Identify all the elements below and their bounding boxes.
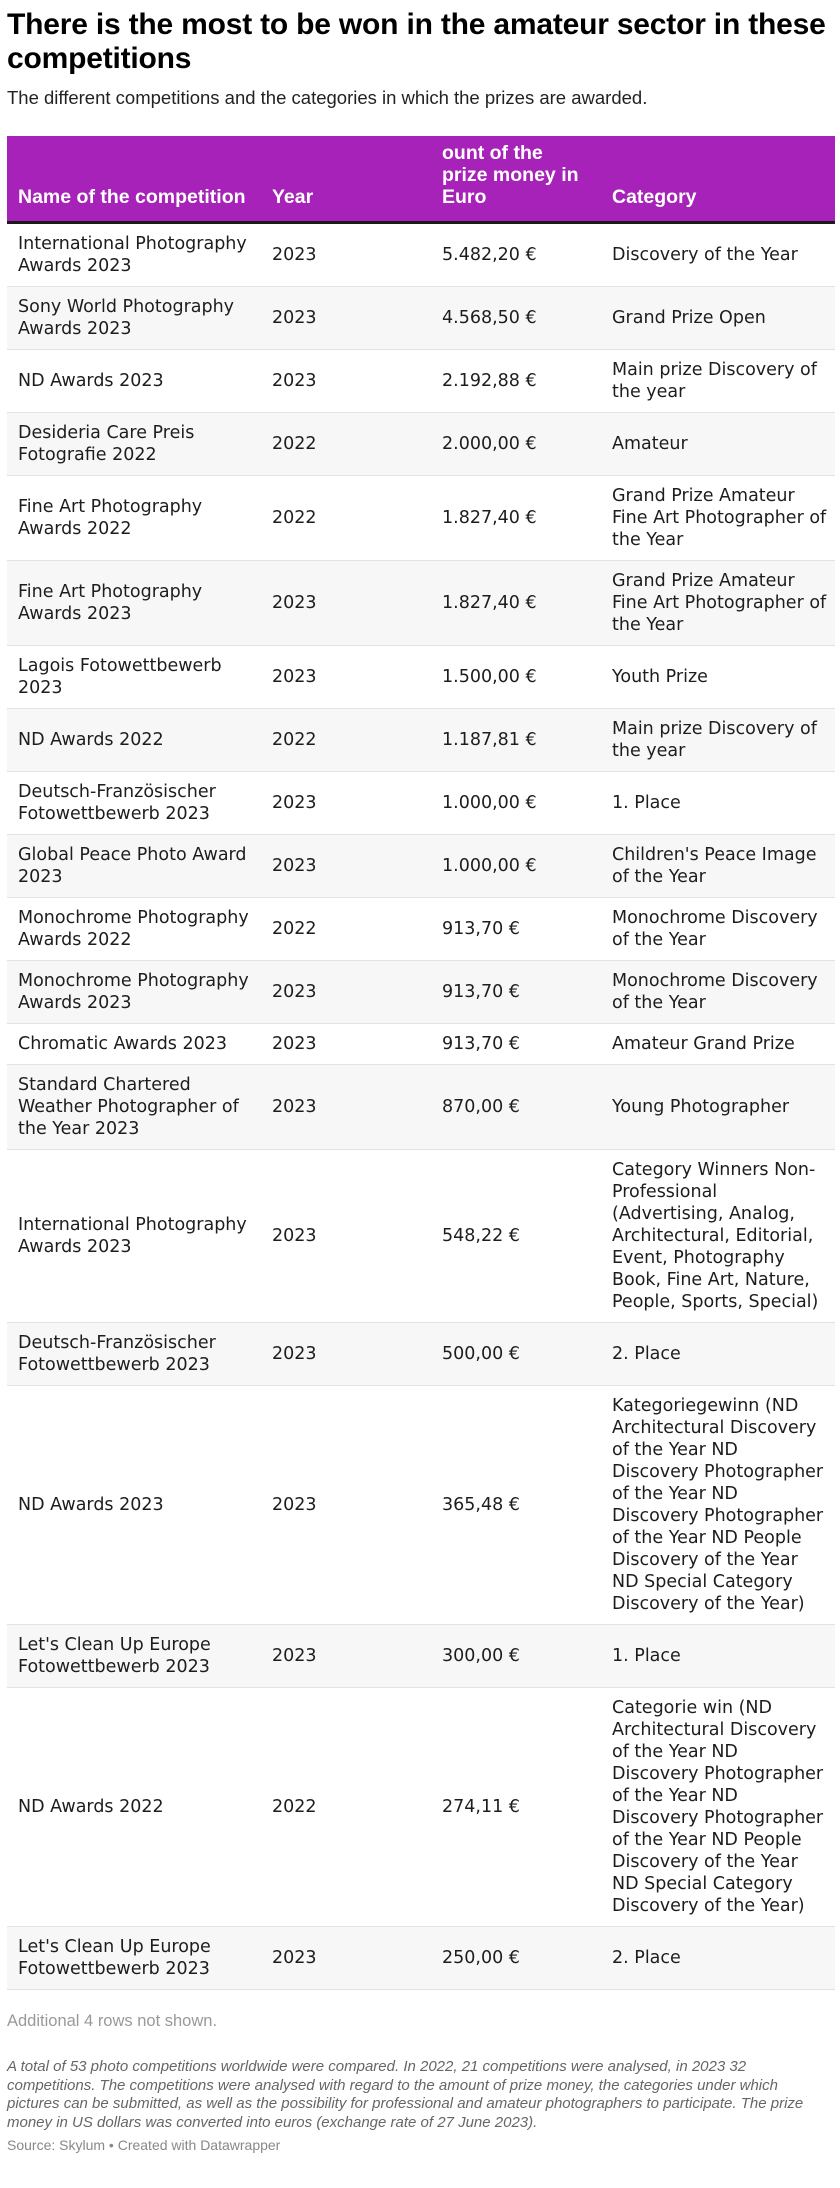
cell-prize-money: 1.500,00 €	[431, 646, 601, 709]
table-row	[7, 772, 835, 835]
table-row	[7, 1150, 835, 1323]
table-row	[7, 835, 835, 898]
source-credit: Source: Skylum • Created with Datawrapper	[7, 2137, 281, 2153]
chart-title: There is the most to be won in the amateur sector in these competitions	[7, 8, 826, 75]
cell-prize-money: 4.568,50 €	[431, 287, 601, 350]
table-row	[7, 1386, 835, 1625]
cell-competition-name: ND Awards 2023	[7, 350, 261, 413]
column-header-name[interactable]: Name of the competition	[7, 136, 261, 223]
cell-category: Grand Prize Amateur Fine Art Photographer of the Year	[601, 476, 835, 561]
cell-category: Grand Prize Amateur Fine Art Photographer of the Year	[601, 561, 835, 646]
cell-prize-money: 1.187,81 €	[431, 709, 601, 772]
cell-category: Young Photographer	[601, 1065, 835, 1150]
cell-year: 2023	[261, 772, 431, 835]
cell-category: Children's Peace Image of the Year	[601, 835, 835, 898]
table-row	[7, 1688, 835, 1927]
cell-prize-money: 500,00 €	[431, 1323, 601, 1386]
cell-year: 2023	[261, 1625, 431, 1688]
table-row	[7, 1323, 835, 1386]
table-row	[7, 561, 835, 646]
cell-prize-money: 913,70 €	[431, 898, 601, 961]
cell-prize-money: 250,00 €	[431, 1927, 601, 1990]
cell-prize-money: 913,70 €	[431, 1024, 601, 1065]
cell-competition-name: Desideria Care Preis Fotografie 2022	[7, 413, 261, 476]
cell-prize-money: 870,00 €	[431, 1065, 601, 1150]
cell-prize-money: 548,22 €	[431, 1150, 601, 1323]
cell-year: 2023	[261, 350, 431, 413]
cell-competition-name: Fine Art Photography Awards 2023	[7, 561, 261, 646]
table-row	[7, 1065, 835, 1150]
cell-category: 1. Place	[601, 1625, 835, 1688]
cell-year: 2023	[261, 961, 431, 1024]
cell-prize-money: 913,70 €	[431, 961, 601, 1024]
cell-category: Youth Prize	[601, 646, 835, 709]
column-header-year[interactable]: Year	[261, 136, 431, 223]
cell-year: 2023	[261, 223, 431, 287]
table-header	[7, 136, 835, 223]
cell-year: 2022	[261, 709, 431, 772]
table-row	[7, 1625, 835, 1688]
cell-prize-money: 1.000,00 €	[431, 835, 601, 898]
prize-table	[7, 136, 835, 1990]
column-header-prize-money[interactable]: ount of the prize money in Euro	[431, 136, 601, 223]
table-row	[7, 1927, 835, 1990]
cell-year: 2023	[261, 646, 431, 709]
cell-competition-name: Sony World Photography Awards 2023	[7, 287, 261, 350]
chart-subtitle: The different competitions and the categories in which the prizes are awarded.	[7, 87, 648, 108]
cell-category: 2. Place	[601, 1927, 835, 1990]
cell-year: 2022	[261, 1688, 431, 1927]
cell-competition-name: Global Peace Photo Award 2023	[7, 835, 261, 898]
header-row	[7, 136, 835, 223]
cell-category: Category Winners Non-Professional (Advertising, Analog, Architectural, Editorial, Event, Photography Book, Fine Art, Nature, People, Sports, Special)	[601, 1150, 835, 1323]
cell-prize-money: 1.000,00 €	[431, 772, 601, 835]
table-row	[7, 1024, 835, 1065]
cell-year: 2023	[261, 1024, 431, 1065]
cell-prize-money: 1.827,40 €	[431, 476, 601, 561]
cell-prize-money: 2.000,00 €	[431, 413, 601, 476]
cell-category: Categorie win (ND Architectural Discovery of the Year ND Discovery Photographer of the Year ND Discovery Photographer of the Year ND People Discovery of the Year ND Special Category Discovery of the Year)	[601, 1688, 835, 1927]
table-row	[7, 413, 835, 476]
cell-category: Kategoriegewinn (ND Architectural Discovery of the Year ND Discovery Photographer of the Year ND Discovery Photographer of the Year ND People Discovery of the Year ND Special Category Discovery of the Year)	[601, 1386, 835, 1625]
cell-year: 2023	[261, 1323, 431, 1386]
table-row	[7, 476, 835, 561]
cell-competition-name: ND Awards 2022	[7, 1688, 261, 1927]
cell-competition-name: Monochrome Photography Awards 2022	[7, 898, 261, 961]
cell-year: 2023	[261, 561, 431, 646]
column-header-category[interactable]: Category	[601, 136, 835, 223]
more-rows-note: Additional 4 rows not shown.	[7, 2012, 218, 2030]
cell-prize-money: 5.482,20 €	[431, 223, 601, 287]
cell-year: 2023	[261, 1150, 431, 1323]
cell-prize-money: 300,00 €	[431, 1625, 601, 1688]
cell-year: 2022	[261, 413, 431, 476]
cell-competition-name: Deutsch-Französischer Fotowettbewerb 2023	[7, 1323, 261, 1386]
table-row	[7, 223, 835, 287]
cell-competition-name: Fine Art Photography Awards 2022	[7, 476, 261, 561]
table-row	[7, 709, 835, 772]
cell-category: Amateur Grand Prize	[601, 1024, 835, 1065]
cell-category: Main prize Discovery of the year	[601, 350, 835, 413]
cell-year: 2023	[261, 835, 431, 898]
cell-competition-name: Deutsch-Französischer Fotowettbewerb 2023	[7, 772, 261, 835]
cell-competition-name: International Photography Awards 2023	[7, 1150, 261, 1323]
cell-year: 2023	[261, 287, 431, 350]
table-row	[7, 287, 835, 350]
table-row	[7, 961, 835, 1024]
table-row	[7, 646, 835, 709]
cell-competition-name: Monochrome Photography Awards 2023	[7, 961, 261, 1024]
cell-prize-money: 2.192,88 €	[431, 350, 601, 413]
cell-competition-name: Lagois Fotowettbewerb 2023	[7, 646, 261, 709]
cell-year: 2023	[261, 1386, 431, 1625]
cell-category: Discovery of the Year	[601, 223, 835, 287]
table-row	[7, 898, 835, 961]
cell-competition-name: Standard Chartered Weather Photographer of the Year 2023	[7, 1065, 261, 1150]
cell-category: Grand Prize Open	[601, 287, 835, 350]
cell-category: 2. Place	[601, 1323, 835, 1386]
cell-year: 2023	[261, 1927, 431, 1990]
table-row	[7, 350, 835, 413]
cell-prize-money: 365,48 €	[431, 1386, 601, 1625]
cell-competition-name: Let's Clean Up Europe Fotowettbewerb 2023	[7, 1927, 261, 1990]
cell-competition-name: ND Awards 2023	[7, 1386, 261, 1625]
cell-category: Amateur	[601, 413, 835, 476]
cell-competition-name: International Photography Awards 2023	[7, 223, 261, 287]
cell-prize-money: 1.827,40 €	[431, 561, 601, 646]
footnote: A total of 53 photo competitions worldwide were compared. In 2022, 21 competitions were analysed, in 2023 32 competitions. The competitions were analysed with regard to the amount of prize money, the categories under which pictures can be submitted, as well as the possibility for professional and amateur photographers to participate. The prize money in US dollars was converted into euros (exchange rate of 27 June 2023).	[7, 2058, 804, 2131]
cell-competition-name: ND Awards 2022	[7, 709, 261, 772]
table-body	[7, 223, 835, 1990]
cell-category: Monochrome Discovery of the Year	[601, 898, 835, 961]
cell-year: 2023	[261, 1065, 431, 1150]
cell-category: Main prize Discovery of the year	[601, 709, 835, 772]
cell-category: Monochrome Discovery of the Year	[601, 961, 835, 1024]
cell-competition-name: Let's Clean Up Europe Fotowettbewerb 2023	[7, 1625, 261, 1688]
cell-prize-money: 274,11 €	[431, 1688, 601, 1927]
cell-competition-name: Chromatic Awards 2023	[7, 1024, 261, 1065]
cell-year: 2022	[261, 476, 431, 561]
cell-year: 2022	[261, 898, 431, 961]
cell-category: 1. Place	[601, 772, 835, 835]
